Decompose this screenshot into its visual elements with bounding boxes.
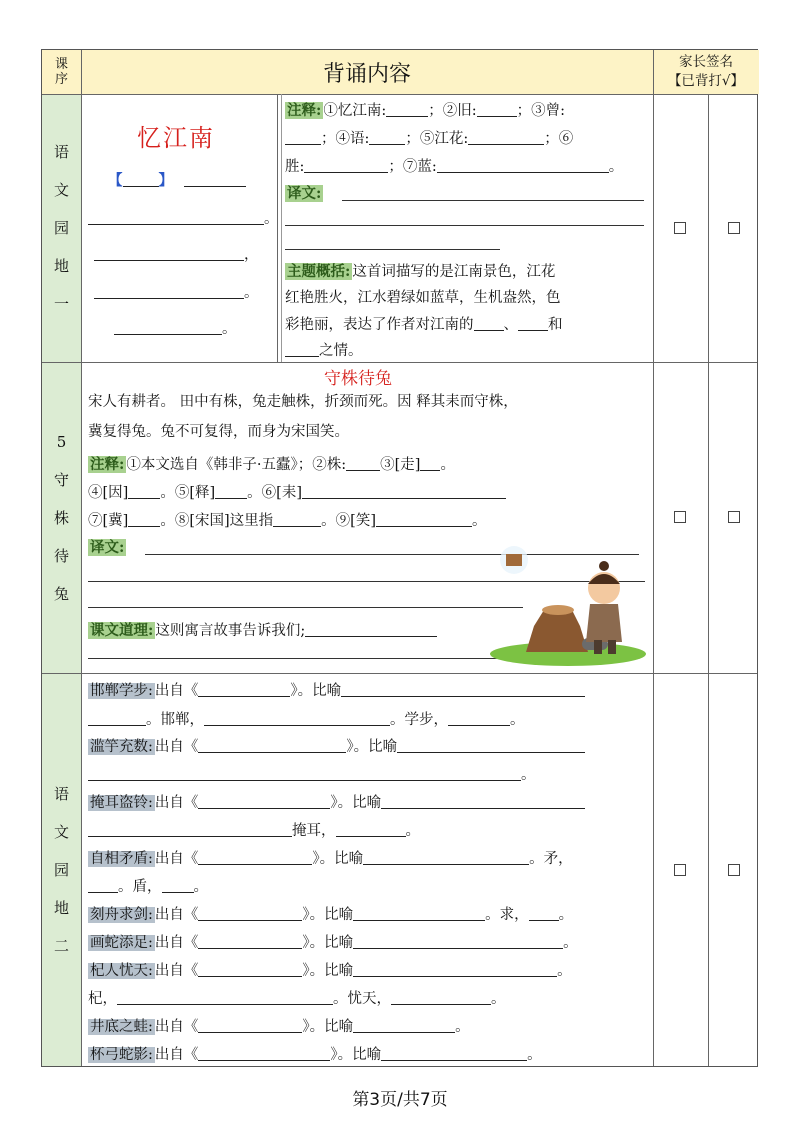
theme-blank[interactable]	[474, 314, 504, 331]
dynasty-blank[interactable]	[123, 170, 159, 187]
s1-checkbox-signed[interactable]	[728, 222, 740, 234]
poem-line-1-blank[interactable]	[88, 208, 264, 225]
s1-notes-line-3: 胜: ；⑦蓝: 。	[285, 156, 623, 177]
section3-side-label: 语 文 园 地 二	[42, 673, 81, 1066]
s1-theme-line-1: 主题概括: 这首词描写的是江南景色，江花	[287, 263, 556, 280]
source-blank[interactable]	[198, 736, 346, 753]
note-blank[interactable]	[346, 454, 380, 471]
note-blank[interactable]	[386, 100, 428, 117]
s2-notes-line-1: 注释: ①本文选自《韩非子·五蠹》；②株: ③[走] 。	[90, 456, 455, 473]
s2-title: 守株待兔	[324, 369, 392, 389]
s1-translation-label: 译文:	[287, 185, 322, 202]
note-blank[interactable]	[273, 510, 321, 527]
note-blank[interactable]	[302, 482, 506, 499]
s1-notes-line-1: 注释: ①忆江南: ；②旧: ；③曾:	[287, 102, 566, 119]
poem-line-4-blank[interactable]	[114, 318, 222, 335]
note-blank[interactable]	[304, 156, 388, 173]
s2-moral-line: 课文道理: 这则寓言故事告诉我们;	[88, 620, 437, 641]
poem-line-3: 。	[94, 282, 259, 303]
theme-blank[interactable]	[285, 340, 319, 357]
idiom-9-line-1: 杯弓蛇影: 出自《 》。比喻 。	[88, 1044, 542, 1065]
meaning-blank[interactable]	[341, 680, 585, 697]
recitation-table	[41, 49, 758, 1067]
poem-line-1: 。	[88, 208, 279, 229]
note-blank[interactable]	[477, 100, 517, 117]
source-blank[interactable]	[198, 680, 290, 697]
s2-text-line-1: 宋人有耕者。 田中有株，兔走触株，折颈而死。因 释其耒而守株，	[88, 394, 518, 410]
word-blank[interactable]	[162, 876, 194, 893]
note-blank[interactable]	[468, 128, 544, 145]
meaning-blank[interactable]	[353, 960, 557, 977]
word-blank[interactable]	[88, 876, 118, 893]
s1-notes-line-2: ；④语: ；⑤江花: ；⑥	[285, 128, 573, 149]
meaning-blank[interactable]	[363, 848, 529, 865]
poem-line-2-blank[interactable]	[94, 244, 244, 261]
idiom-7-line-1: 杞人忧天: 出自《 》。比喻 。	[88, 960, 572, 981]
source-blank[interactable]	[198, 960, 302, 977]
note-blank[interactable]	[215, 482, 247, 499]
note-blank[interactable]	[437, 156, 609, 173]
idiom-3-line-1: 掩耳盗铃: 出自《 》。比喻	[88, 792, 585, 813]
s2-notes-line-3: ⑦[冀] 。⑧[宋国]这里指 。⑨[笑] 。	[88, 510, 486, 531]
rabbit-stump-illustration	[484, 540, 648, 668]
s2-checkbox-signed[interactable]	[728, 511, 740, 523]
word-blank[interactable]	[117, 988, 333, 1005]
s2-checkbox-recited[interactable]	[674, 511, 686, 523]
note-blank[interactable]	[420, 454, 440, 471]
big-stump	[526, 610, 588, 652]
small-stump	[506, 554, 522, 566]
idiom-8-line-1: 井底之蛙: 出自《 》。比喻 。	[88, 1016, 470, 1037]
section2-side-label: 5 守 株 待 兔	[42, 362, 81, 673]
idiom-5-line-1: 刻舟求剑: 出自《 》。比喻 。求， 。	[88, 904, 573, 925]
idiom-7-line-2: 杞， 。忧天， 。	[88, 988, 506, 1009]
s1-theme-line-4: 之情。	[285, 340, 363, 361]
word-blank[interactable]	[529, 904, 559, 921]
word-blank[interactable]	[204, 709, 390, 726]
idiom-3-line-2: 掩耳， 。	[88, 820, 420, 841]
author-blank[interactable]	[184, 170, 246, 187]
meaning-blank[interactable]	[381, 1044, 527, 1061]
poem-line-2: ，	[94, 244, 259, 265]
s1-theme-line-2: 红艳胜火，江水碧绿如蓝草，生机盎然，色	[285, 290, 561, 306]
s2-notes-line-2: ④[因] 。⑤[释] 。⑥[耒]	[88, 482, 506, 503]
idiom-2-line-2: 。	[88, 764, 536, 785]
word-blank[interactable]	[391, 988, 491, 1005]
theme-blank[interactable]	[518, 314, 548, 331]
meaning-blank[interactable]	[381, 792, 585, 809]
page-footer: 第3页/共7页	[352, 1090, 448, 1110]
poem-line-3-blank[interactable]	[94, 282, 244, 299]
note-blank[interactable]	[285, 128, 321, 145]
word-blank[interactable]	[336, 820, 406, 837]
note-blank[interactable]	[369, 128, 405, 145]
note-blank[interactable]	[376, 510, 472, 527]
idiom-4-line-2: 。盾， 。	[88, 876, 208, 897]
source-blank[interactable]	[198, 932, 302, 949]
idiom-1-line-1: 邯郸学步: 出自《 》。比喻	[88, 680, 585, 701]
source-blank[interactable]	[198, 904, 302, 921]
meaning-blank[interactable]	[88, 764, 521, 781]
meaning-blank[interactable]	[88, 709, 146, 726]
header-lesson-order: 课序	[42, 50, 81, 94]
idiom-1-line-2: 。邯郸， 。学步， 。	[88, 709, 525, 730]
s2-text-line-2: 冀复得兔。兔不可复得，而身为宋国笑。	[88, 424, 349, 440]
s1-theme-line-3: 彩艳丽，表达了作者对江南的 、 和	[285, 314, 563, 335]
meaning-blank[interactable]	[88, 820, 292, 837]
idiom-2-line-1: 滥竽充数: 出自《 》。比喻	[88, 736, 585, 757]
poem-author-line: 【 】	[108, 170, 246, 191]
idiom-6-line-1: 画蛇添足: 出自《 》。比喻 。	[88, 932, 578, 953]
source-blank[interactable]	[198, 792, 330, 809]
word-blank[interactable]	[448, 709, 510, 726]
s3-checkbox-signed[interactable]	[728, 864, 740, 876]
source-blank[interactable]	[198, 1044, 330, 1061]
header-content-title: 背诵内容	[81, 50, 653, 94]
note-blank[interactable]	[128, 482, 160, 499]
farmer-body	[586, 604, 622, 642]
source-blank[interactable]	[198, 1016, 302, 1033]
meaning-blank[interactable]	[397, 736, 585, 753]
section1-side-label: 语 文 园 地 一	[42, 94, 81, 362]
s1-checkbox-recited[interactable]	[674, 222, 686, 234]
s3-checkbox-recited[interactable]	[674, 864, 686, 876]
s2-translation-label: 译文:	[90, 539, 125, 556]
header-parent-sign: 家长签名 【已背打√】	[653, 50, 759, 94]
moral-blank[interactable]	[305, 620, 437, 637]
poem-title: 忆江南	[137, 124, 215, 152]
meaning-blank[interactable]	[353, 932, 563, 949]
note-blank[interactable]	[128, 510, 160, 527]
poem-line-4: 。	[114, 318, 237, 339]
meaning-blank[interactable]	[353, 904, 485, 921]
idiom-4-line-1: 自相矛盾: 出自《 》。比喻 。矛，	[88, 848, 573, 869]
meaning-blank[interactable]	[353, 1016, 455, 1033]
source-blank[interactable]	[198, 848, 312, 865]
